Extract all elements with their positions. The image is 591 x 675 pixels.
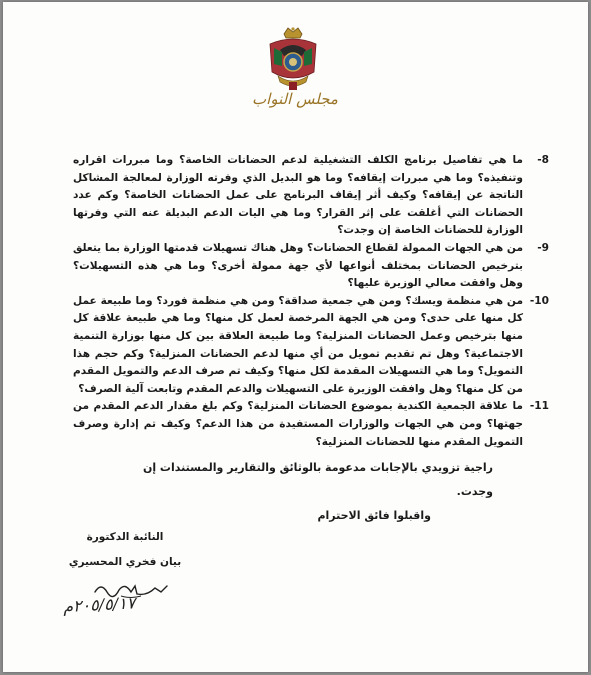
- question-item: [73, 293, 549, 399]
- signer-block: [65, 525, 185, 575]
- closing-block: [113, 456, 493, 528]
- question-text: من هي الجهات الممولة لقطاع الحضانات؟ وهل هناك تسهيلات قدمتها الوزارة بما يتعلق بترخيص الحضانات بمختلف أنواعها لأي جهة ممولة أخرى؟ وما هي هذه التسهيلات؟ وهل وافقت معالي الوزيرة عليها؟: [73, 241, 523, 290]
- jordan-coat-of-arms-icon: [262, 26, 324, 92]
- question-item: [73, 152, 549, 240]
- question-number: -9: [537, 241, 549, 254]
- question-text: من هي منظمة ويسك؟ ومن هي جمعية صداقة؟ ومن هي منظمة فورد؟ وما طبيعة عمل كل منها على حدى؟ ومن هي الجهة المرخصة لعمل كل منها؟ وما هي طبيعة علاقة كل منها بترخيص وعمل الحضانات المنزلية؟ وما طبيعة العلاقة بين كل منها بوزارة التنمية الاجتماعية؟ وهل تم تقديم تمويل من أي منها لدعم الحضانات المنزلية؟ وكم حجم هذا التمويل؟ وما هي التسهيلات المقدمة لكل منها؟ وكيف تم صرف الدعم والتمويل المقدم من كل منها؟ وهل وافقت الوزيرة على التسهيلات والدعم المقدم وتابعت آلية الصرف؟: [73, 294, 523, 395]
- question-number: -10: [529, 294, 549, 307]
- question-number: -8: [537, 154, 549, 166]
- signer-title: النائبة الدكتورة: [86, 531, 164, 543]
- closing-regards: واقبلوا فائق الاحترام: [317, 509, 431, 522]
- parliament-logo-text: مجلس النواب: [252, 90, 338, 108]
- question-number: -11: [529, 400, 549, 413]
- question-text: ما هي تفاصيل برنامج الكلف التشغيلية لدعم الحضانات الخاصة؟ وما مبررات اقراره وتنفيذه؟ وما هي مبررات إيقافه؟ وما هو البديل الذي وفرته الوزارة لمعالجة المشاكل الناتجة عن إيقافه؟ وكيف أثر إيقاف البرنامج على عمل الحضانات الخاصة؟ وكم عدد الحضانات التي أغلقت على إثر القرار؟ وما هي اليات الدعم البديلة عنه التي وفرتها الوزارة للحضانات الخاصة إن وجدت؟: [73, 154, 523, 237]
- question-item: [73, 398, 549, 451]
- closing-request: راجية تزويدي بالإجابات مدعومة بالوثائق والتقارير والمستندات إن وجدت.: [142, 461, 493, 498]
- signer-name: بيان فخري المحسيري: [68, 556, 182, 568]
- questions-list: [73, 152, 549, 451]
- question-item: [73, 240, 549, 293]
- handwritten-date: ٢٠٥/٥/١٧م: [62, 593, 136, 617]
- document-page: [3, 2, 588, 672]
- question-text: ما علاقة الجمعية الكندية بموضوع الحضانات المنزلية؟ وكم بلغ مقدار الدعم المقدم من جهتها؟ ومن هي الجهات والوزارات المستفيدة من هذا الدعم؟ وكيف تم إدارة وصرف التمويل المقدم منها للحضانات المنزلية؟: [73, 400, 523, 448]
